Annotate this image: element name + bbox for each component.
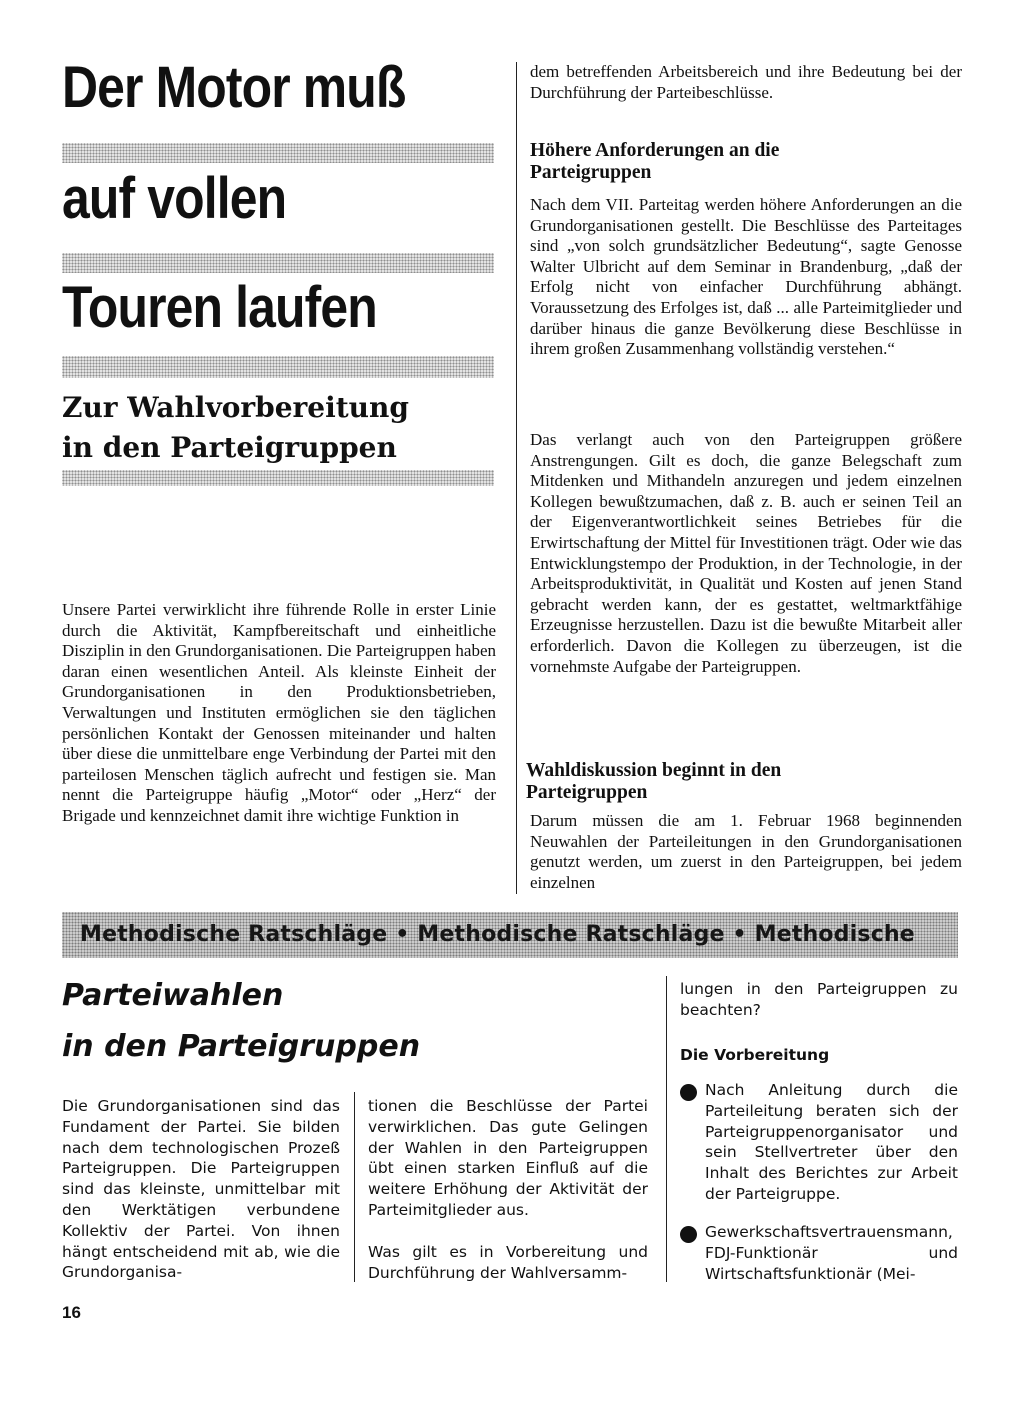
methodical-advice-banner [62,912,958,958]
requirements-paragraph-1: Nach dem VII. Parteitag werden höhere Anforderungen an die Grundorganisationen gestellt. Die Beschlüsse des Parteitages sind „von solch grundsätzlicher Bedeutung“, sagte Genosse Walter Ulbricht auf dem Seminar in Brandenburg, „daß der Erfolg nicht von einfacher Durchführung abhängt. Voraussetzung des Erfolges ist, daß ... alle Parteimitglieder und darüber hinaus die ganze Bevölkerung diese Beschlüsse in ihrem großen Zusammenhang vollständig verstehen.“ [530,195,962,359]
lower-column-2-paragraph-2: Was gilt es in Vorbereitung und Durchführung der Wahlversamm- [368,1243,648,1282]
section-heading-requirements: Höhere Anforderungen an die Parteigruppen [530,140,780,183]
bullet-icon [680,1084,697,1101]
halftone-band [62,356,494,378]
halftone-band [62,470,494,486]
halftone-band [62,143,494,163]
headline-line-2: auf vollen [62,166,287,231]
lower-title-line-1: Parteiwahlen [62,978,284,1013]
headline-line-3: Touren laufen [62,275,377,340]
column-rule [354,1092,355,1282]
lower-column-3-intro: lungen in den Parteigruppen zu beachten? [680,980,958,1019]
intro-paragraph: Unsere Partei verwirklicht ihre führende Rolle in erster Linie durch die Aktivität, Kampfbereitschaft und einheitliche Disziplin in den Grundorganisationen. Die Parteigruppen haben daran einen wesentlichen Anteil. Als kleinste Einheit der Grundorganisationen in den Produktionsbetrieben, Verwaltungen und Instituten ermöglichen sie den täglichen persönlichen Kontakt der Genossen miteinander und halten über diese die unmittelbare enge Verbindung der Partei mit den parteilosen Menschen täglich aufrecht und festigen sie. Man nennt die Parteigruppe häufig „Motor“ oder „Herz“ der Brigade und kennzeichnet damit ihre wichtige Funktion in [62,600,496,825]
continuation-paragraph: dem betreffenden Arbeitsbereich und ihre Bedeutung bei der Durchführung der Parteibeschlüsse. [530,62,962,102]
lower-column-1: Die Grundorganisationen sind das Fundament der Partei. Sie bilden nach dem technologischen Prozeß Parteigruppen. Die Parteigruppen sind das kleinste, unmittelbar mit den Werktätigen verbundene Kollektiv der Partei. Von ihnen hängt entscheidend mit ab, wie die Grundorganisa- [62,1097,340,1282]
headline-line-1: Der Motor muß [62,55,406,120]
banner-text: Methodische Ratschläge • Methodische Ratschläge • Methodische [80,922,915,947]
lower-column-2-paragraph-1: tionen die Beschlüsse der Partei verwirklichen. Das gute Gelingen der Wahlen in den Parteigruppen übt einen starken Einfluß auf die weitere Erhöhung der Aktivität der Parteimitglieder aus. [368,1097,648,1219]
bullet-icon [680,1226,697,1243]
column-rule [516,62,517,894]
page-number: 16 [62,1303,81,1322]
preparation-heading: Die Vorbereitung [680,1046,830,1064]
preparation-bullet-1: Nach Anleitung durch die Parteileitung beraten sich der Parteigruppenorganisator und sein Stellvertreter über den Inhalt des Berichtes zur Arbeit der Parteigruppe. [705,1081,958,1203]
lower-title-line-2: in den Parteigruppen [62,1029,421,1064]
column-rule [666,976,667,1282]
section-heading-discussion: Wahldiskussion beginnt in den Parteigruppen [526,760,782,803]
subheadline-line-1: Zur Wahlvorbereitung [62,391,409,424]
requirements-paragraph-2: Das verlangt auch von den Parteigruppen größere Anstrengungen. Gilt es doch, die ganze Belegschaft zum Mitdenken und Mithandeln anzuregen und jedem einzelnen Kollegen bewußtzumachen, daß z. B. auch er seinen Teil an der Eigenverantwortlichkeit seines Betriebes für die Erwirtschaftung der Mittel für Investitionen trägt. Oder wie das Entwicklungstempo der Produktion, in der Technologie, in der Arbeitsproduktivität, in Qualität und Kosten auf jenen Stand gebracht werden kann, der es gestattet, weltmarktfähige Erzeugnisse herzustellen. Dazu ist die bewußte Mitarbeit aller erforderlich. Davon die Kollegen zu überzeugen, ist die vornehmste Aufgabe der Parteigruppen. [530,430,962,676]
preparation-bullet-2: Gewerkschaftsvertrauensmann, FDJ-Funktionär und Wirtschaftsfunktionär (Mei- [705,1223,958,1283]
halftone-band [62,253,494,273]
discussion-paragraph: Darum müssen die am 1. Februar 1968 beginnenden Neuwahlen der Parteileitungen in den Grundorganisationen genutzt werden, um zuerst in den Parteigruppen, bei jedem einzelnen [530,811,962,892]
subheadline-line-2: in den Parteigruppen [62,431,397,464]
